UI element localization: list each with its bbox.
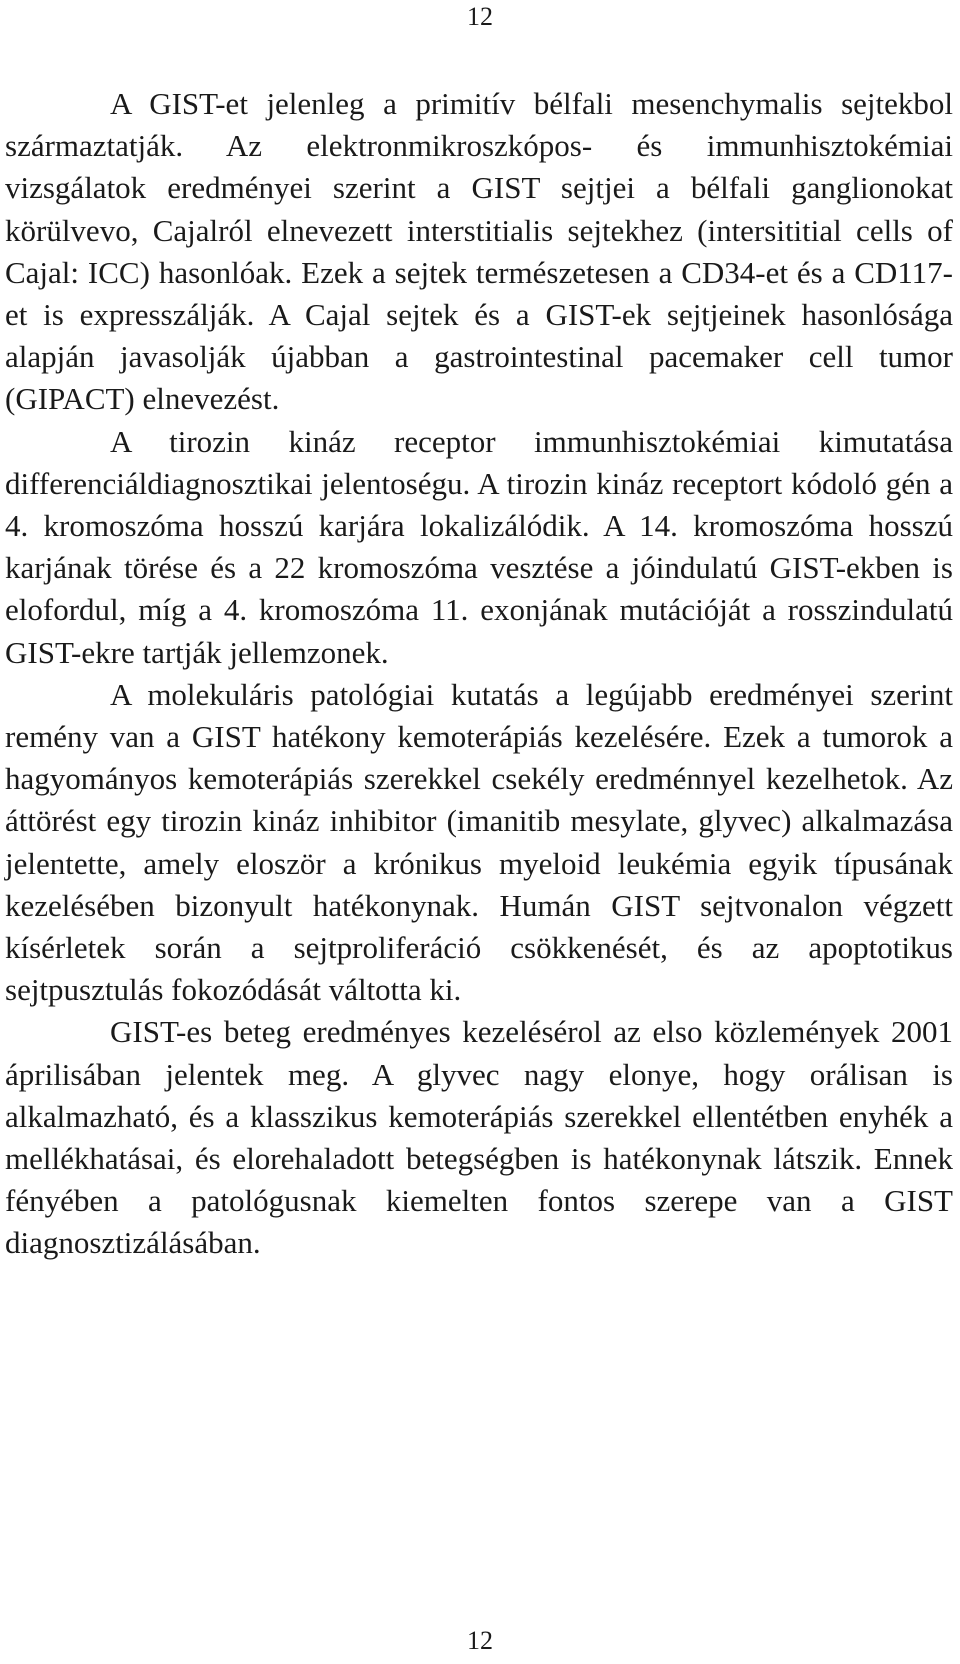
document-body (5, 83, 953, 1265)
page-number-bottom: 12 (467, 1626, 493, 1655)
paragraph-tyrosine-kinase-receptor: A tirozin kináz receptor immunhisztokémiai kimutatása differenciáldiagnosztikai jelentoségu. A tirozin kináz receptort kódoló gén a 4. kromoszóma hosszú karjára lokalizálódik. A 14. kromoszóma hosszú karjának törése és a 22 kromoszóma vesztése a jóindulatú GIST-ekben is elofordul, míg a 4. kromoszóma 11. exonjának mutációját a rosszindulatú GIST-ekre tartják jellemzonek. (5, 423, 953, 670)
page-number-top: 12 (467, 2, 493, 31)
paragraph-glyvec-treatment: GIST-es beteg eredményes kezelésérol az elso közlemények 2001 áprilisában jelentek meg. A glyvec nagy elonye, hogy orálisan is alkalmazható, és a klasszikus kemoterápiás szerekkel ellentétben enyhék a mellékhatásai, és elorehaladott betegségben is hatékonynak látszik. Ennek fényében a patológusnak kiemelten fontos szerepe van a GIST diagnosztizálásában. (5, 1014, 953, 1261)
paragraph-molecular-pathology: A molekuláris patológiai kutatás a legújabb eredményei szerint remény van a GIST hatékony kemoterápiás kezelésére. Ezek a tumorok a hagyományos kemoterápiás szerekkel csekély eredménnyel kezelhetok. Az áttörést egy tirozin kináz inhibitor (imanitib mesylate, glyvec) alkalmazása jelentette, amely eloször a krónikus myeloid leukémia egyik típusának kezelésében bizonyult hatékonynak. Humán GIST sejtvonalon végzett kísérletek során a sejtproliferáció csökkenését, és az apoptotikus sejtpusztulás fokozódását váltotta ki. (5, 676, 953, 1008)
paragraph-gist-origin: A GIST-et jelenleg a primitív bélfali mesenchymalis sejtekbol származtatják. Az elektronmikroszkópos- és immunhisztokémiai vizsgálatok eredményei szerint a GIST sejtjei a bélfali ganglionokat körülvevo, Cajalról elnevezett interstitialis sejtekhez (intersititial cells of Cajal: ICC) hasonlóak. Ezek a sejtek természetesen a CD34-et és a CD117-et is expresszálják. A Cajal sejtek és a GIST-ek sejtjeinek hasonlósága alapján javasolják újabban a gastrointestinal pacemaker cell tumor (GIPACT) elnevezést. (5, 86, 953, 417)
